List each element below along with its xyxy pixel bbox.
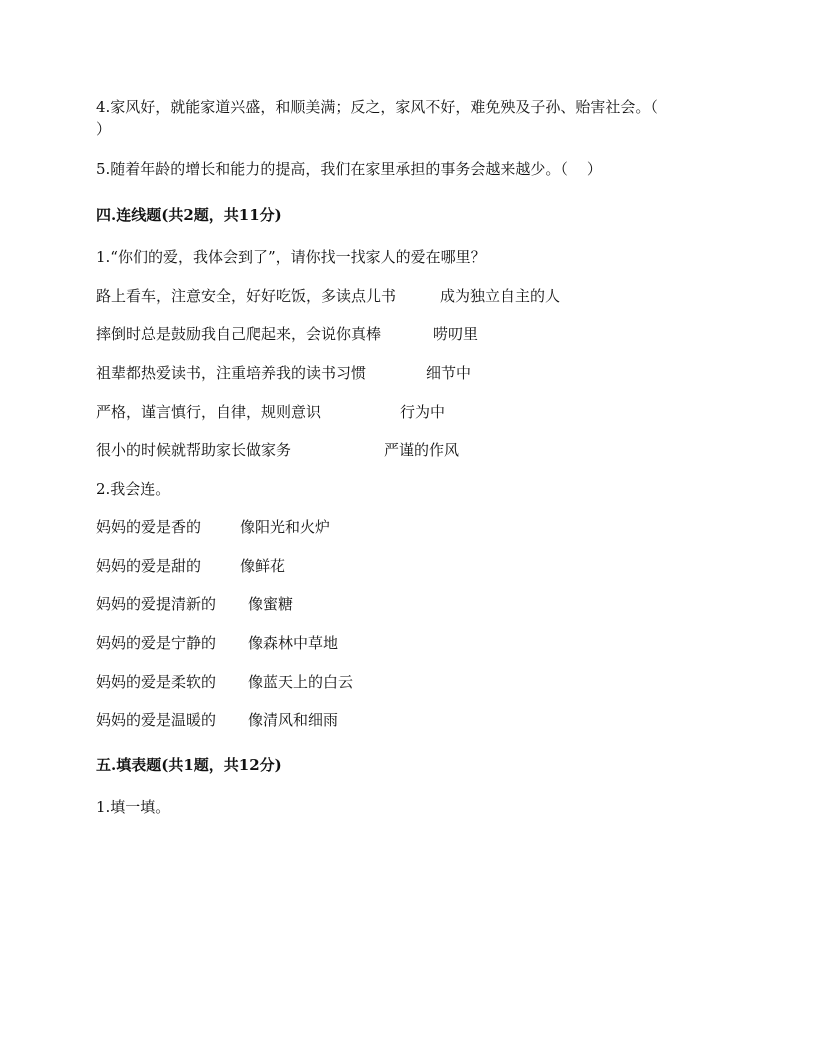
match-left-item: 很小的时候就帮助家长做家务	[96, 441, 292, 459]
match-right-item: 成为独立自主的人	[440, 287, 561, 305]
question-4-answer-paren: ）	[96, 120, 112, 138]
match-right-item: 细节中	[426, 364, 472, 382]
question-5-text: 5.随着年龄的增长和能力的提高，我们在家里承担的事务会越来越少。（ ）	[96, 160, 602, 178]
match-right-item: 严谨的作风	[384, 441, 460, 459]
match-left-item: 祖辈都热爱读书，注重培养我的读书习惯	[96, 364, 367, 382]
match-right-item: 像阳光和火炉	[240, 518, 331, 536]
match-right-item: 唠叨里	[433, 325, 479, 343]
match-left-item: 妈妈的爱提清新的	[96, 595, 217, 613]
match-right-item: 行为中	[400, 403, 446, 421]
match-right-item: 像鲜花	[240, 557, 286, 575]
match-right-item: 像森林中草地	[248, 634, 339, 652]
match-right-item: 像蜜糖	[248, 595, 294, 613]
match-left-item: 妈妈的爱是宁静的	[96, 634, 217, 652]
question-4-text: 4.家风好，就能家道兴盛，和顺美满；反之，家风不好，难免殃及子孙、贻害社会。（	[96, 98, 658, 116]
match-left-item: 妈妈的爱是温暖的	[96, 711, 217, 729]
section-5-q1-prompt: 1.填一填。	[96, 798, 171, 816]
match-left-item: 妈妈的爱是柔软的	[96, 673, 217, 691]
section-4-heading: 四.连线题(共2题，共11分)	[96, 206, 282, 224]
section-5-heading: 五.填表题(共1题，共12分)	[96, 756, 282, 774]
match-left-item: 妈妈的爱是甜的	[96, 557, 202, 575]
match-left-item: 摔倒时总是鼓励我自己爬起来，会说你真棒	[96, 325, 382, 343]
match-left-item: 严格，谨言慎行，自律，规则意识	[96, 403, 322, 421]
match-right-item: 像蓝天上的白云	[248, 673, 354, 691]
match-left-item: 路上看车，注意安全，好好吃饭，多读点儿书	[96, 287, 397, 305]
section-4-q1-prompt: 1.“你们的爱，我体会到了”，请你找一找家人的爱在哪里？	[96, 248, 486, 266]
match-left-item: 妈妈的爱是香的	[96, 518, 202, 536]
match-right-item: 像清风和细雨	[248, 711, 339, 729]
section-4-q2-prompt: 2.我会连。	[96, 480, 171, 498]
